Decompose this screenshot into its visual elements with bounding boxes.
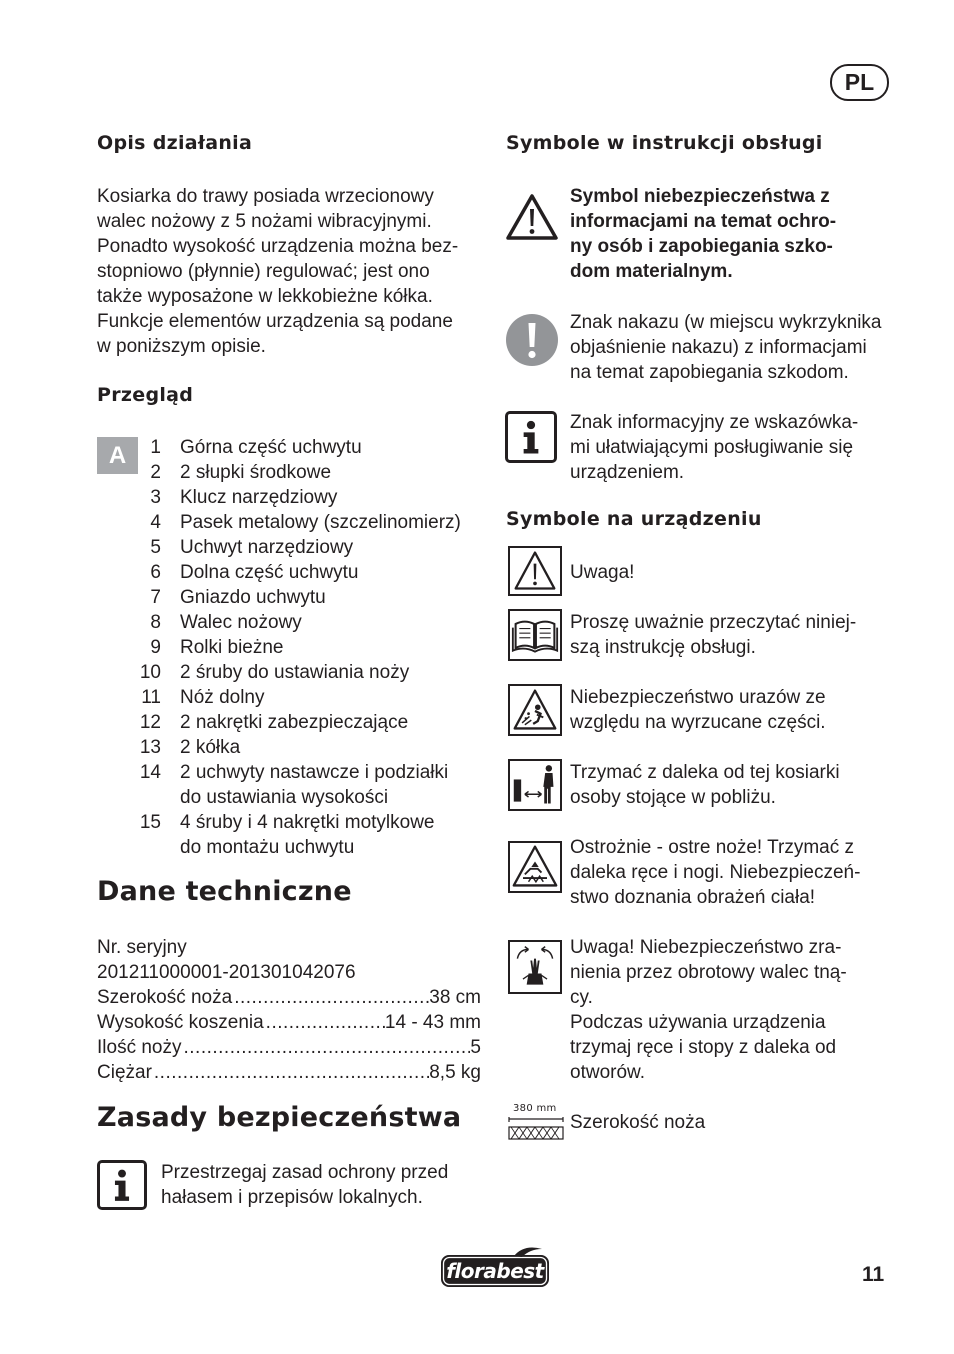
device-symbol-line: cy. — [570, 987, 593, 1008]
tech-value: 8,5 kg — [429, 1062, 481, 1083]
info-description — [570, 410, 890, 485]
danger-line: ny osób i zapobiegania szko- — [570, 236, 833, 257]
overview-item-line: 2 nakrętki zabezpieczające — [180, 712, 409, 733]
overview-item-line: 2 śruby do ustawiania noży — [180, 662, 410, 683]
overview-item-text — [180, 685, 490, 710]
device-symbol-line: trzymaj ręce i stopy z daleka od — [570, 1037, 837, 1058]
overview-item-number: 3 — [150, 487, 161, 508]
overview-item-text — [180, 710, 490, 735]
overview-item — [130, 560, 490, 585]
tech-label: Ilość noży — [97, 1037, 182, 1058]
overview-item-line: Górna część uchwytu — [180, 437, 362, 458]
overview-item-number: 6 — [150, 562, 161, 583]
dane-heading: Dane techniczne — [97, 876, 352, 907]
device-symbol-line: nienia przez obrotowy walec tną- — [570, 962, 847, 983]
overview-item-line: 2 słupki środkowe — [180, 462, 332, 483]
overview-item-number: 4 — [150, 512, 161, 533]
tech-value: 14 - 43 mm — [384, 1012, 481, 1033]
device-symbol-text — [570, 935, 900, 1085]
device-symbol-line: Podczas używania urządzenia — [570, 1012, 826, 1033]
overview-item — [130, 660, 490, 685]
tech-row — [97, 1060, 481, 1085]
overview-item-text — [180, 635, 490, 660]
device-symbol-text — [570, 1110, 705, 1135]
tech-row — [97, 1035, 481, 1060]
overview-item-line: Uchwyt narzędziowy — [180, 537, 354, 558]
overview-item-number: 7 — [150, 587, 161, 608]
mandatory-line: Znak nakazu (w miejscu wykrzyknika — [570, 312, 882, 333]
overview-item-text — [180, 735, 490, 760]
opis-heading: Opis działania — [97, 132, 253, 154]
danger-line: Symbol niebezpieczeństwa z — [570, 186, 830, 207]
overview-item — [130, 685, 490, 710]
opis-line: Kosiarka do trawy posiada wrzecionowy — [97, 186, 434, 207]
zasady-line: Przestrzegaj zasad ochrony przed — [161, 1162, 449, 1183]
serial-value: 201211000001-201301042076 — [97, 962, 356, 983]
overview-item-number: 13 — [139, 737, 161, 758]
overview-item-line: do montażu uchwytu — [180, 837, 355, 858]
device-symbol-line: względu na wyrzucane części. — [570, 712, 826, 733]
tech-row — [97, 1010, 481, 1035]
mandatory-sign-icon — [505, 313, 559, 367]
overview-item-text — [180, 535, 490, 560]
opis-line: stopniowo (płynnie) regulować; jest ono — [97, 261, 430, 282]
overview-item-text — [180, 610, 490, 635]
overview-item-number: 9 — [150, 637, 161, 658]
overview-item-line: do ustawiania wysokości — [180, 787, 389, 808]
danger-description — [570, 184, 890, 284]
cutting-width-label: 380 mm — [513, 1103, 557, 1114]
sharp-blades-icon — [508, 841, 562, 893]
device-symbol-text — [570, 685, 890, 735]
overview-item-text — [180, 510, 490, 535]
tech-label: Ciężar — [97, 1062, 152, 1083]
overview-item — [130, 635, 490, 660]
keep-distance-icon — [508, 759, 562, 811]
overview-item-number: 12 — [139, 712, 161, 733]
page-number: 11 — [862, 1263, 885, 1286]
przeglad-heading: Przegląd — [97, 384, 194, 406]
overview-item-line: 4 śruby i 4 nakrętki motylkowe — [180, 812, 435, 833]
overview-item-text — [180, 560, 490, 585]
opis-line: walec nożowy z 5 nożami wibracyjnymi. — [97, 211, 432, 232]
overview-item — [130, 510, 490, 535]
read-manual-icon — [508, 609, 562, 661]
device-symbol-line: Uwaga! Niebezpieczeństwo zra- — [570, 937, 842, 958]
language-badge: PL — [830, 64, 889, 101]
overview-item — [130, 710, 490, 735]
opis-line: Funkcje elementów urządzenia są podane — [97, 311, 453, 332]
overview-item-number: 14 — [139, 762, 161, 783]
info-line: Znak informacyjny ze wskazówka- — [570, 412, 859, 433]
info-icon — [505, 411, 557, 463]
overview-item-line: Walec nożowy — [180, 612, 302, 633]
opis-line: Ponadto wysokość urządzenia można bez- — [97, 236, 459, 257]
device-symbol-line: Uwaga! — [570, 562, 635, 583]
mandatory-description — [570, 310, 890, 385]
symbole-instr-heading: Symbole w instrukcji obsługi — [506, 132, 823, 154]
overview-item-text — [180, 485, 490, 510]
device-symbol-text — [570, 835, 900, 910]
danger-line: dom materialnym. — [570, 261, 733, 282]
overview-item-line: Klucz narzędziowy — [180, 487, 338, 508]
overview-item — [130, 535, 490, 560]
device-symbol-line: daleka ręce i nogi. Niebezpieczeń- — [570, 862, 861, 883]
tech-value: 38 cm — [429, 987, 481, 1008]
overview-item-number: 11 — [141, 687, 161, 708]
overview-item-number: 1 — [150, 437, 161, 458]
device-symbol-line: Szerokość noża — [570, 1112, 706, 1133]
overview-item-line: Pasek metalowy (szczelinomierz) — [180, 512, 461, 533]
tech-label: Szerokość noża — [97, 987, 233, 1008]
overview-item-line: 2 kółka — [180, 737, 241, 758]
overview-item-number: 2 — [150, 462, 161, 483]
overview-item — [130, 485, 490, 510]
device-symbol-line: Niebezpieczeństwo urazów ze — [570, 687, 826, 708]
mandatory-line: objaśnienie nakazu) z informacjami — [570, 337, 867, 358]
rotating-cylinder-icon — [508, 940, 562, 994]
info-line: mi ułatwiającymi posługiwanie się — [570, 437, 854, 458]
device-symbol-text — [570, 560, 634, 585]
cutting-width-icon — [507, 1103, 565, 1145]
info-line: urządzeniem. — [570, 462, 685, 483]
overview-item-line: Rolki bieżne — [180, 637, 284, 658]
overview-item-text — [180, 760, 490, 810]
zasady-line: hałasem i przepisów lokalnych. — [161, 1187, 423, 1208]
overview-item-line: Dolna część uchwytu — [180, 562, 359, 583]
overview-item-text — [180, 585, 490, 610]
overview-item — [130, 585, 490, 610]
info-icon — [97, 1160, 147, 1210]
overview-item — [130, 810, 490, 860]
overview-item-line: 2 uchwyty nastawcze i podziałki — [180, 762, 449, 783]
device-symbol-line: Ostrożnie - ostre noże! Trzymać z — [570, 837, 855, 858]
device-symbol-line: osoby stojące w pobliżu. — [570, 787, 776, 808]
overview-item-text — [180, 435, 490, 460]
opis-line: w poniższym opisie. — [97, 336, 266, 357]
opis-paragraph — [97, 184, 492, 359]
figure-label: A — [97, 437, 138, 474]
danger-line: informacjami na temat ochro- — [570, 211, 837, 232]
tech-label: Wysokość koszenia — [97, 1012, 264, 1033]
device-symbol-line: otworów. — [570, 1062, 645, 1083]
warning-triangle-icon — [505, 193, 559, 241]
zasady-text — [161, 1160, 448, 1210]
overview-item-line: Nóż dolny — [180, 687, 265, 708]
overview-item — [130, 760, 490, 810]
overview-item-text — [180, 660, 490, 685]
thrown-objects-icon — [508, 684, 562, 736]
device-symbol-line: Proszę uważnie przeczytać niniej- — [570, 612, 857, 633]
overview-item-line: Gniazdo uchwytu — [180, 587, 326, 608]
symbole-urz-heading: Symbole na urządzeniu — [506, 508, 762, 530]
overview-item — [130, 735, 490, 760]
overview-item-number: 15 — [139, 812, 161, 833]
opis-line: także wyposażone w lekkobieżne kółka. — [97, 286, 433, 307]
brand-logo — [438, 1246, 552, 1290]
overview-item-number: 10 — [139, 662, 161, 683]
overview-item-text — [180, 460, 490, 485]
device-symbol-line: szą instrukcję obsługi. — [570, 637, 756, 658]
zasady-heading: Zasady bezpieczeństwa — [97, 1102, 462, 1133]
overview-item — [130, 460, 490, 485]
overview-item-number: 5 — [150, 537, 161, 558]
brand-name: florabest — [446, 1259, 544, 1283]
caution-icon — [508, 546, 562, 596]
device-symbol-line: Trzymać z daleka od tej kosiarki — [570, 762, 840, 783]
overview-item-text — [180, 810, 490, 860]
tech-row — [97, 985, 481, 1010]
mandatory-line: na temat zapobiegania szkodom. — [570, 362, 849, 383]
device-symbol-line: stwo doznania obrażeń ciała! — [570, 887, 816, 908]
device-symbol-text — [570, 760, 890, 810]
device-symbol-text — [570, 610, 900, 660]
overview-item-number: 8 — [150, 612, 161, 633]
overview-item — [130, 610, 490, 635]
serial-label: Nr. seryjny — [97, 937, 187, 958]
overview-item — [130, 435, 490, 460]
tech-value: 5 — [470, 1037, 481, 1058]
